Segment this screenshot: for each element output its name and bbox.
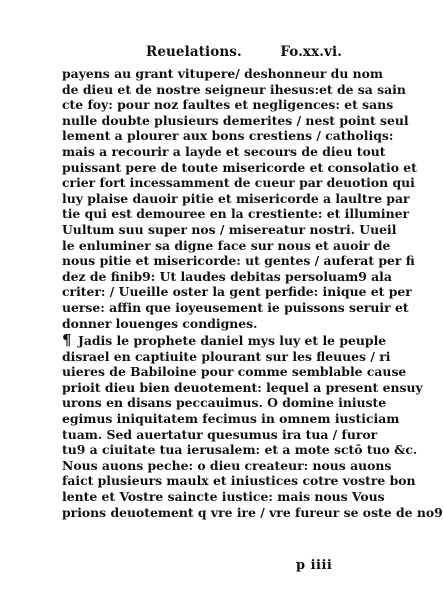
text-line: lente et Vostre saincte iustice: mais nous Vous (62, 488, 385, 504)
paragraph-1 (62, 66, 417, 331)
text-line: faict plusieurs maulx et iniustices cotre vostre bon (62, 473, 416, 489)
text-line: tuam. Sed auertatur quesumus ira tua / furor (62, 426, 378, 442)
text-line: prioit dieu bien deuotement: lequel a present ensuy (62, 379, 423, 395)
text-line: cte foy: pour noz faultes et negligences: et sans (62, 97, 394, 113)
text-line-first (62, 331, 387, 349)
text-line: criter: / Uueille oster la gent perfide: inique et per (62, 284, 412, 300)
text-line: Uultum suu super nos / misereatur nostri. Uueil (62, 221, 397, 237)
text-line: mais a recourir a layde et secours de dieu tout (62, 143, 386, 159)
text-line: luy plaise dauoir pitie et misericorde a laultre par (62, 190, 410, 206)
text-line: dez de finib9: Ut laudes debitas persoluam9 ala (62, 268, 392, 284)
text-line: lement a plourer aux bons crestiens / catholiqs: (62, 128, 394, 144)
running-title: Reuelations. (146, 44, 242, 60)
pilcrow-mark: ¶ (62, 331, 72, 349)
text-line: uerse: affin que ioyeusement ie puissons seruir et (62, 299, 409, 315)
text-line: uieres de Babiloine pour comme semblable cause (62, 364, 407, 380)
text-line: tie qui est demouree en la crestiente: et illuminer (62, 206, 410, 222)
signature-mark: p iiii (296, 558, 333, 573)
folio-number: Fo.xx.vi. (280, 44, 342, 60)
text-line: Nous auons peche: o dieu createur: nous auons (62, 457, 392, 473)
page-header (146, 44, 342, 64)
text-line: tu9 a ciuitate tua ierusalem: et a mote sctō tuo &c. (62, 442, 418, 458)
text-line-content: Jadis le prophete daniel mys luy et le peuple (78, 333, 387, 348)
text-line: le enluminer sa digne face sur nous et auoir de (62, 237, 391, 253)
text-line: urons en disans peccauimus. O domine iniuste (62, 395, 387, 411)
text-line: payens au grant vitupere/ deshonneur du nom (62, 66, 384, 81)
text-line: donner louenges condignes. (62, 315, 258, 331)
text-line: puissant pere de toute misericorde et consolatio et (62, 159, 417, 175)
text-line: egimus iniquitatem fecimus in omnem iusticiam (62, 410, 400, 426)
text-line: nulle doubte plusieurs demerites / nest point seul (62, 112, 409, 128)
text-line: de dieu et de nostre seigneur ihesus:et de sa sain (62, 81, 406, 97)
text-line: prions deuotement q vre ire / vre fureur se oste de no9 (62, 504, 443, 520)
text-line: disrael en captiuite plourant sur les fleuues / ri (62, 348, 391, 364)
paragraph-2 (62, 331, 443, 520)
text-line: nous pitie et misericorde: ut gentes / auferat per fi (62, 253, 415, 269)
text-line: crier fort incessamment de cueur par deuotion qui (62, 175, 415, 191)
